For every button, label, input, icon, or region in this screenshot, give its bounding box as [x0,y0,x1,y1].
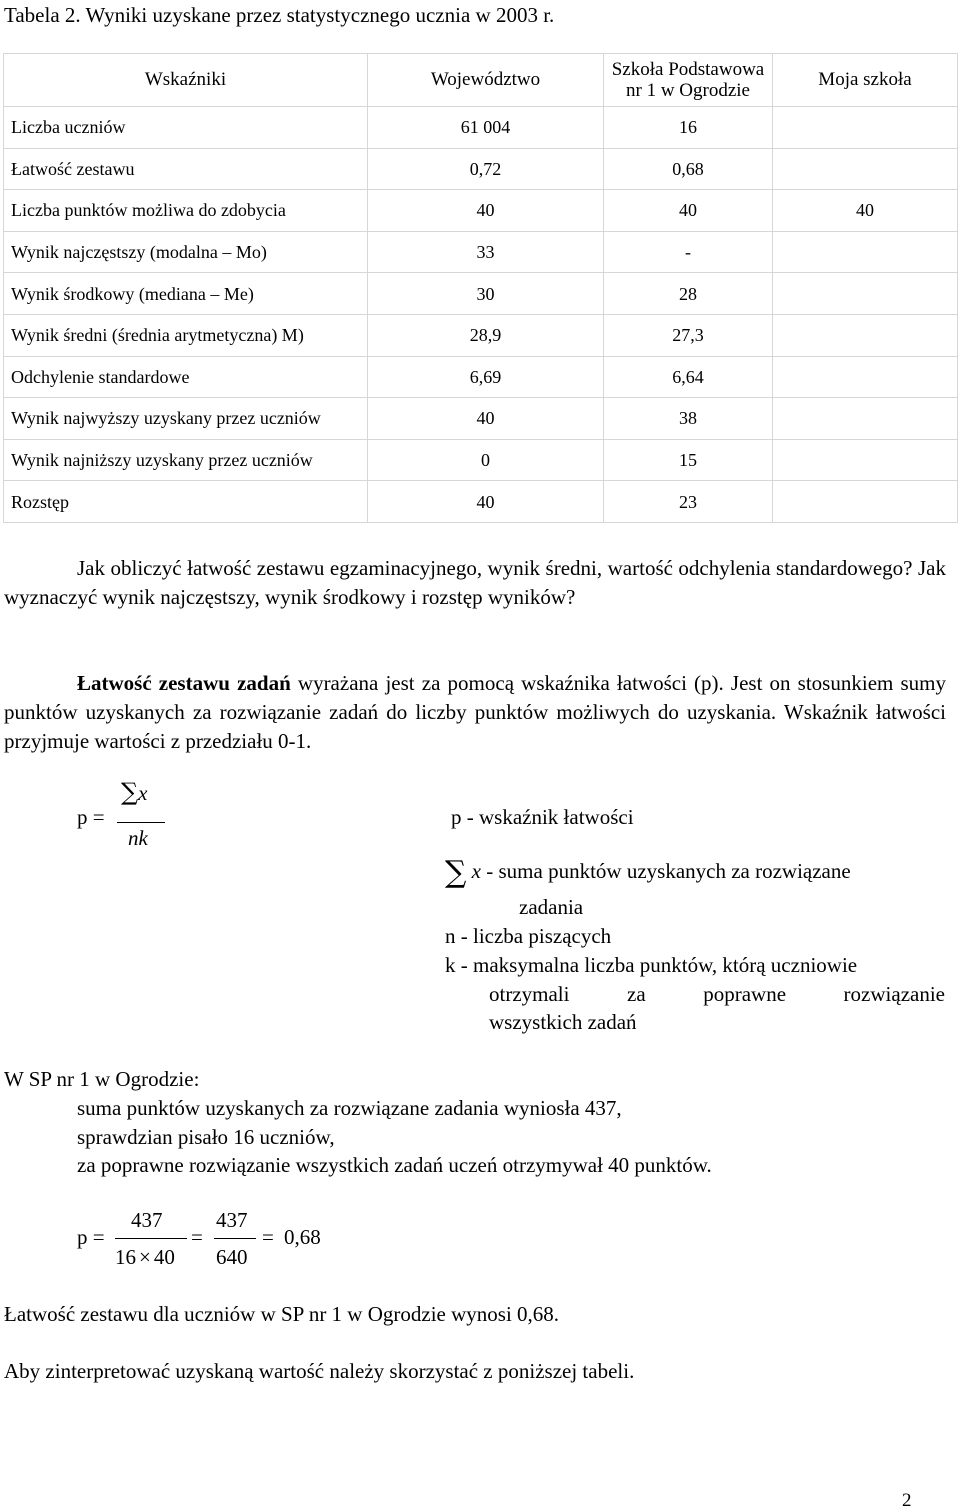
calc-den1 [115,1245,175,1270]
legend-k-cont2: wszystkich zadań [489,1010,637,1034]
table-header-row [4,54,958,107]
cell-moja-szkola [773,356,958,398]
formula-lhs: p = [77,805,105,829]
cell-szkola: 40 [604,190,773,232]
table-row [4,107,958,149]
interpretation-text: Aby zinterpretować uzyskaną wartość należy skorzystać z poniższej tabeli. [4,1359,635,1383]
example-line: sprawdzian pisało 16 uczniów, [77,1125,335,1149]
row-label: Łatwość zestawu [4,148,368,190]
cell-moja-szkola: 40 [773,190,958,232]
example-line: za poprawne rozwiązanie wszystkich zadań uczeń otrzymywał 40 punktów. [77,1153,712,1177]
cell-szkola: 27,3 [604,314,773,356]
cell-szkola: 6,64 [604,356,773,398]
table-row [4,398,958,440]
calc-den1-a: 16 [115,1245,136,1269]
sigma-icon: ∑ [445,855,467,890]
calc-den1-b: 40 [153,1245,175,1269]
row-label: Wynik najwyższy uzyskany przez uczniów [4,398,368,440]
cell-moja-szkola [773,273,958,315]
legend-k: k - maksymalna liczba punktów, którą uczniowie [445,953,858,977]
cell-szkola: 0,68 [604,148,773,190]
legend-k-cont: otrzymali za poprawne rozwiązanie [489,982,945,1006]
table-row [4,148,958,190]
cell-szkola: 16 [604,107,773,149]
cell-szkola: - [604,231,773,273]
calc-num1: 437 [131,1208,163,1232]
header-wskazniki: Wskaźniki [4,54,368,107]
cell-wojewodztwo: 40 [368,190,604,232]
legend-sum [445,855,945,890]
header-wojewodztwo: Województwo [368,54,604,107]
definition-paragraph [4,669,946,756]
fraction-line [117,822,165,823]
cell-wojewodztwo: 61 004 [368,107,604,149]
formula-numerator [121,778,147,807]
cell-wojewodztwo: 40 [368,398,604,440]
cell-szkola: 23 [604,481,773,523]
cell-moja-szkola [773,481,958,523]
cell-wojewodztwo: 33 [368,231,604,273]
cell-szkola: 28 [604,273,773,315]
page-number: 2 [902,1490,912,1511]
formula-denominator: nk [128,826,148,850]
row-label: Wynik najczęstszy (modalna – Mo) [4,231,368,273]
header-szkola-line2: nr 1 w Ogrodzie [626,80,750,101]
calc-den2: 640 [216,1245,248,1269]
cell-szkola: 38 [604,398,773,440]
table-row [4,481,958,523]
legend-sum-cont: zadania [519,895,584,919]
table-row [4,439,958,481]
calc-equals-1: = [191,1225,203,1249]
header-szkola [604,54,773,107]
legend-n: n - liczba piszących [445,924,612,948]
row-label: Odchylenie standardowe [4,356,368,398]
cell-moja-szkola [773,148,958,190]
definition-term: Łatwość zestawu zadań [77,671,291,695]
row-label: Wynik średni (średnia arytmetyczna) M) [4,314,368,356]
header-moja-szkola: Moja szkoła [773,54,958,107]
cell-moja-szkola [773,314,958,356]
table-row [4,190,958,232]
example-line: suma punktów uzyskanych za rozwiązane zadania wyniosła 437, [77,1096,622,1120]
definition-text: wyrażana jest za pomocą wskaźnika łatwości (p). Jest on stosunkiem sumy punktów uzyskanych za rozwiązanie zadań do liczby punktów możliwych do uzyskania. Wskaźnik łatwości przyjmuje wartości z przedziału 0-1. [4,671,946,753]
cell-szkola: 15 [604,439,773,481]
cell-wojewodztwo: 30 [368,273,604,315]
statistics-table [3,53,958,523]
cell-wojewodztwo: 40 [368,481,604,523]
cell-wojewodztwo: 28,9 [368,314,604,356]
calc-lhs: p = [77,1225,105,1249]
row-label: Wynik środkowy (mediana – Me) [4,273,368,315]
cell-wojewodztwo: 6,69 [368,356,604,398]
row-label: Liczba uczniów [4,107,368,149]
row-label: Wynik najniższy uzyskany przez uczniów [4,439,368,481]
calc-result: 0,68 [284,1225,321,1249]
legend-sum-desc: - suma punktów uzyskanych za rozwiązane [486,859,851,883]
cell-moja-szkola [773,231,958,273]
table-row [4,356,958,398]
legend-sum-var: x [471,859,481,883]
calc-fraction-line-1 [115,1238,187,1239]
conclusion-text: Łatwość zestawu dla uczniów w SP nr 1 w Ogrodzie wynosi 0,68. [4,1302,560,1326]
cell-wojewodztwo: 0,72 [368,148,604,190]
cell-wojewodztwo: 0 [368,439,604,481]
cell-moja-szkola [773,107,958,149]
times-icon: × [139,1245,151,1269]
table-row [4,314,958,356]
row-label: Rozstęp [4,481,368,523]
calc-num2: 437 [216,1208,248,1232]
table-row [4,273,958,315]
table-caption: Tabela 2. Wyniki uzyskane przez statystycznego ucznia w 2003 r. [4,3,555,27]
cell-moja-szkola [773,398,958,440]
formula-numerator-var: x [138,781,148,805]
row-label: Liczba punktów możliwa do zdobycia [4,190,368,232]
calc-fraction-line-2 [214,1238,256,1239]
header-szkola-line1: Szkoła Podstawowa [611,59,765,80]
legend-p: p - wskaźnik łatwości [451,805,634,829]
sigma-icon: ∑ [121,778,139,806]
table-row [4,231,958,273]
question-paragraph: Jak obliczyć łatwość zestawu egzaminacyjnego, wynik średni, wartość odchylenia standardowego? Jak wyznaczyć wynik najczęstszy, wynik środkowy i rozstęp wyników? [4,556,946,609]
cell-moja-szkola [773,439,958,481]
example-title: W SP nr 1 w Ogrodzie: [4,1067,200,1091]
calc-equals-2: = [262,1225,274,1249]
